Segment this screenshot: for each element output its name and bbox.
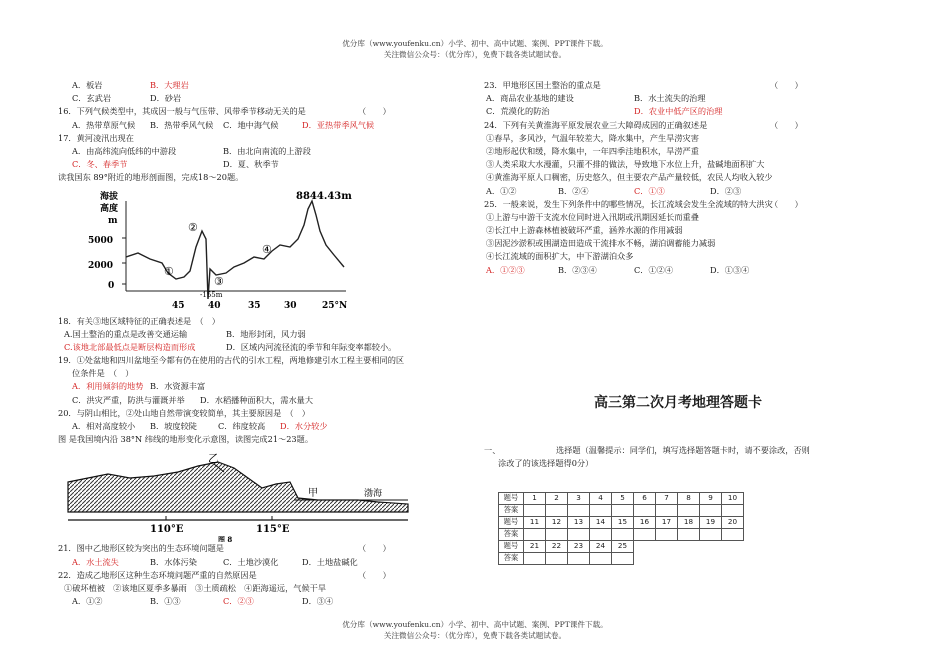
answer-cell[interactable] <box>722 529 744 541</box>
qnum-cell: 16 <box>634 517 656 529</box>
item-text: ②长江中上游森林植被破坏严重，涵养水源的作用减弱 <box>486 225 683 236</box>
fig2-caption <box>58 433 448 446</box>
right-column <box>484 79 904 277</box>
section-number: 一、 <box>484 445 501 455</box>
region-jia-label: 甲 <box>308 488 318 500</box>
footer-banner <box>0 619 950 641</box>
table-row <box>499 529 744 541</box>
qnum-cell: 10 <box>722 493 744 505</box>
answer-cell[interactable] <box>568 553 590 565</box>
option-c: C.该地北部最低点是断层构造而形成 <box>64 341 196 352</box>
q21-stem <box>58 542 448 555</box>
header-banner <box>0 38 950 60</box>
option-d: D．③④ <box>302 596 334 607</box>
lon-110-label: 110°E <box>150 524 184 536</box>
q-label: 题号 <box>499 517 524 529</box>
a-label: 答案 <box>499 505 524 517</box>
q19-options-row1 <box>58 380 448 393</box>
q19-stem-1 <box>58 354 448 367</box>
q20-options <box>58 420 448 433</box>
xtick-45: 45 <box>172 300 185 311</box>
qnum-cell: 23 <box>568 541 590 553</box>
answer-paren: （ ） <box>358 106 391 117</box>
q17-options-row1 <box>58 145 448 158</box>
answer-paren: （ ） <box>358 569 391 580</box>
option-c: C．纬度较高 <box>218 421 266 431</box>
q24-item-3 <box>484 158 904 171</box>
q22-stem <box>58 569 448 582</box>
qnum-cell: 4 <box>590 493 612 505</box>
answer-cell[interactable] <box>678 529 700 541</box>
ylabel-1: 海拔 <box>100 191 119 202</box>
q23-options-row2 <box>484 105 904 118</box>
answer-cell[interactable] <box>612 529 634 541</box>
ylabel-2: 高度 <box>100 203 119 214</box>
answer-cell[interactable] <box>722 505 744 517</box>
answer-cell[interactable] <box>524 505 546 517</box>
table-row <box>499 505 744 517</box>
qnum-cell: 8 <box>678 493 700 505</box>
option-d: D．亚热带季风气候 <box>302 119 375 130</box>
option-a: A．热带草原气候 <box>72 119 136 130</box>
qnum-cell: 11 <box>524 517 546 529</box>
peak-label: 8844.43m <box>296 190 352 202</box>
option-b: B．热带季风气候 <box>150 119 214 130</box>
option-a: A．相对高度较小 <box>72 421 136 431</box>
option-d: D．水稻播种面积大，需水量大 <box>200 394 314 405</box>
option-d: D．水分较少 <box>280 421 328 431</box>
section-text-2: 涂改了的该选择题得0分） <box>498 458 594 468</box>
question-text: 20．与阴山相比，②处山地自然带演变较简单，其主要原因是 （ ） <box>58 407 310 418</box>
qnum-cell: 5 <box>612 493 634 505</box>
region-yi-label: 乙 <box>208 452 219 466</box>
latitude-profile-svg <box>58 448 418 542</box>
q25-item-4 <box>484 250 904 263</box>
answer-card-table <box>498 492 744 565</box>
q24-item-4 <box>484 171 904 184</box>
q20-stem <box>58 407 448 420</box>
answer-cell[interactable] <box>634 529 656 541</box>
answer-cell[interactable] <box>546 529 568 541</box>
answer-card-title: 高三第二次月考地理答题卡 <box>594 395 762 411</box>
option-a: A．由高纬流向低纬的中游段 <box>72 145 177 156</box>
option-c: C．冬、春季节 <box>72 159 128 170</box>
qnum-cell: 19 <box>700 517 722 529</box>
option-a: A．①② <box>72 596 103 607</box>
q24-item-1 <box>484 132 904 145</box>
option-d: D．②③ <box>710 185 742 196</box>
answer-cell[interactable] <box>612 553 634 565</box>
section-text-1: 选择题（温馨提示：同学们，填写选择题答题卡时，请不要涂改，否则 <box>556 445 810 455</box>
option-b: B．地形封闭，风力弱 <box>226 328 306 339</box>
q18-options-row2 <box>58 341 448 354</box>
q25-item-1 <box>484 211 904 224</box>
option-b: B．②④ <box>558 185 589 196</box>
table-row <box>499 553 744 565</box>
question-text: 21．图中乙地形区较为突出的生态环境问题是 <box>58 543 224 554</box>
qnum-cell: 1 <box>524 493 546 505</box>
latitude-38n-profile-figure <box>58 448 448 542</box>
bohai-label: 渤海 <box>364 489 383 500</box>
question-text: 18．有关③地区域特征的正确表述是 （ ） <box>58 315 220 326</box>
q19-options-row2 <box>58 394 448 407</box>
q21-options <box>58 556 448 569</box>
q16-options <box>58 119 448 132</box>
answer-cell[interactable] <box>612 505 634 517</box>
ylabel-3: m <box>108 215 118 226</box>
qnum-cell: 22 <box>546 541 568 553</box>
answer-cell[interactable] <box>568 529 590 541</box>
answer-cell[interactable] <box>700 529 722 541</box>
table-row <box>499 493 744 505</box>
ytick-5000: 5000 <box>88 235 114 246</box>
option-c: C．土地沙漠化 <box>223 556 279 567</box>
option-a: A．①②③ <box>486 264 525 275</box>
option-b: B．由北向南流的上游段 <box>223 145 311 156</box>
qnum-cell: 2 <box>546 493 568 505</box>
xtick-35: 35 <box>248 300 261 311</box>
item-text: ③因泥沙淤积或围湖造田造成干流排水不畅，湖泊调蓄能力减弱 <box>486 238 716 249</box>
option-c: C．②③ <box>223 596 254 607</box>
q24-item-2 <box>484 145 904 158</box>
answer-cell[interactable] <box>568 505 590 517</box>
option-b: B．水土流失的治理 <box>634 93 706 104</box>
option-d: D．区域内河流径流的季节和年际变率都较小。 <box>226 341 397 352</box>
answer-cell[interactable] <box>656 529 678 541</box>
q19-stem-2 <box>58 367 448 380</box>
option-a: A．商品农业基地的建设 <box>486 93 574 104</box>
option-b: B．②③④ <box>558 264 597 275</box>
q15-options-row2 <box>58 92 448 105</box>
question-text: 23．甲地形区国土整治的重点是 <box>484 80 601 90</box>
qnum-cell: 25 <box>612 541 634 553</box>
answer-cell[interactable] <box>678 505 700 517</box>
a-label: 答案 <box>499 553 524 565</box>
option-a: A．利用倾斜的地势 <box>72 381 144 392</box>
answer-cell[interactable] <box>700 505 722 517</box>
qnum-cell: 7 <box>656 493 678 505</box>
q17-options-row2 <box>58 158 448 171</box>
q16-stem <box>58 105 448 118</box>
low-label: -155m <box>200 290 223 299</box>
answer-paren: （ ） <box>770 80 803 90</box>
qnum-cell: 18 <box>678 517 700 529</box>
terrain-profile-svg <box>58 187 378 315</box>
question-text: 24．下列有关黄淮海平原发展农业三大障碍成因的正确叙述是 <box>484 119 708 130</box>
q22-options <box>58 595 448 608</box>
qnum-cell: 12 <box>546 517 568 529</box>
option-a: A．板岩 <box>72 80 103 90</box>
answer-cell[interactable] <box>656 505 678 517</box>
question-text: 22．造成乙地形区这种生态环境问题严重的自然原因是 <box>58 569 257 580</box>
option-a: A．①② <box>486 185 517 196</box>
fig1-caption <box>58 171 448 184</box>
banner-line-1: 优分库（www.youfenku.cn）小学、初中、高中试题、案例、PPT课件下载。 <box>342 620 608 629</box>
answer-cell[interactable] <box>546 553 568 565</box>
lon-115-label: 115°E <box>256 524 290 536</box>
option-d: D．农业中低产区的治理 <box>634 106 723 117</box>
option-a: A.国土整治的重点是改善交通运输 <box>64 328 188 339</box>
option-b: B．水体污染 <box>150 556 197 567</box>
option-d: D．砂岩 <box>150 93 182 104</box>
ytick-0: 0 <box>108 280 115 291</box>
answer-cell[interactable] <box>524 529 546 541</box>
option-c: C．玄武岩 <box>72 93 112 104</box>
item-list: ①破坏植被 ②该地区夏季多暴雨 ③土质疏松 ④距海遥远，气候干旱 <box>64 582 327 593</box>
terrain-cross-section <box>68 462 408 512</box>
xtick-40: 40 <box>208 300 221 311</box>
qnum-cell: 13 <box>568 517 590 529</box>
item-text: ③人类采取大水漫灌，只灌不排的做法，导致地下水位上升，盐碱地面积扩大 <box>486 159 765 170</box>
q23-options-row1 <box>484 92 904 105</box>
qnum-cell: 21 <box>524 541 546 553</box>
answer-cell[interactable] <box>590 505 612 517</box>
option-c: C．洪灾严重，防洪与灌溉并举 <box>72 394 185 405</box>
terrain-profile-line <box>126 201 344 299</box>
option-d: D．土地盐碱化 <box>302 556 358 567</box>
qnum-cell: 20 <box>722 517 744 529</box>
item-text: ④长江流域的面积扩大，中下游湖泊众多 <box>486 251 634 262</box>
q17-stem <box>58 132 448 145</box>
qnum-cell: 9 <box>700 493 722 505</box>
banner-line-2: 关注微信公众号：（优分库），免费下载各类试题试卷。 <box>383 631 567 640</box>
q25-item-2 <box>484 224 904 237</box>
xtick-25n: 25°N <box>322 300 348 311</box>
option-a: A．水土流失 <box>72 556 119 567</box>
option-c: C．①③ <box>634 185 665 196</box>
q25-stem <box>484 198 904 211</box>
q25-options <box>484 264 904 277</box>
banner-line-1: 优分库（www.youfenku.cn）小学、初中、高中试题、案例、PPT课件下载。 <box>342 39 608 48</box>
option-c: C．①②④ <box>634 264 674 275</box>
question-text: 位条件是 （ ） <box>72 368 134 379</box>
mark-4: ④ <box>262 242 272 256</box>
option-c: C．荒漠化的防治 <box>486 106 550 117</box>
qnum-cell: 24 <box>590 541 612 553</box>
answer-cell[interactable] <box>546 505 568 517</box>
figure-8-label: 图 8 <box>218 535 233 543</box>
caption-text: 读我国东 89°附近的地形剖面图，完成18～20题。 <box>58 172 244 183</box>
question-text: 16．下列气候类型中，其成因一般与气压带、风带季节移动无关的是 <box>58 106 306 117</box>
left-column <box>58 79 448 608</box>
item-text: ②地形起伏和缓，降水集中，一年四季洼地积水，旱涝严重 <box>486 145 699 156</box>
terrain-profile-figure <box>58 187 448 315</box>
q-label: 题号 <box>499 541 524 553</box>
question-text: 25．一般来说，发生下列条件中的哪些情况，长江流域会发生全流域的特大洪灾 <box>484 198 773 209</box>
qnum-cell: 15 <box>612 517 634 529</box>
q-label: 题号 <box>499 493 524 505</box>
table-row <box>499 541 744 553</box>
option-b: B．①③ <box>150 596 181 607</box>
xtick-30: 30 <box>284 300 297 311</box>
option-d: D．①③④ <box>710 264 750 275</box>
mark-3: ③ <box>214 274 224 288</box>
option-b: B．坡度较陡 <box>150 421 197 431</box>
q18-stem <box>58 315 448 328</box>
answer-cell[interactable] <box>590 529 612 541</box>
item-text: ④黄淮海平原人口稠密，历史悠久，但主要农产品产量较低，农民人均收入较少 <box>486 172 773 183</box>
section-instructions <box>484 444 824 470</box>
answer-cell[interactable] <box>634 505 656 517</box>
question-text: 19．①处盆地和四川盆地至今都有仍在使用的古代的引水工程，两地修建引水工程主要相同的区 <box>58 355 405 366</box>
option-c: C．地中海气候 <box>223 119 279 130</box>
answer-paren: （ ） <box>770 119 803 130</box>
ytick-2000: 2000 <box>88 260 114 271</box>
q18-options-row1 <box>58 328 448 341</box>
q25-item-3 <box>484 237 904 250</box>
banner-line-2: 关注微信公众号：（优分库），免费下载各类试题试卷。 <box>383 50 567 59</box>
qnum-cell: 17 <box>656 517 678 529</box>
q15-options-row1 <box>58 79 448 92</box>
answer-paren: （ ） <box>770 198 803 209</box>
answer-cell[interactable] <box>590 553 612 565</box>
q23-stem <box>484 79 904 92</box>
qnum-cell: 14 <box>590 517 612 529</box>
mark-1: ① <box>164 264 174 278</box>
option-b: B．大理岩 <box>150 80 189 90</box>
qnum-cell: 3 <box>568 493 590 505</box>
a-label: 答案 <box>499 529 524 541</box>
item-text: ①春旱，多风沙，气温年较差大，降水集中，产生旱涝灾害 <box>486 132 699 143</box>
q24-stem <box>484 119 904 132</box>
answer-paren: （ ） <box>358 543 391 554</box>
table-row <box>499 517 744 529</box>
option-b: B．水资源丰富 <box>150 381 206 392</box>
qnum-cell: 6 <box>634 493 656 505</box>
item-text: ①上游与中游干支流水位同时进入汛期或汛期因延长而重叠 <box>486 211 699 222</box>
q22-items <box>58 582 448 595</box>
q24-options <box>484 185 904 198</box>
caption-text: 图 是我国境内沿 38°N 纬线的地形变化示意图，读图完成21～23题。 <box>58 434 314 445</box>
option-d: D．夏、秋季节 <box>223 159 279 170</box>
answer-cell[interactable] <box>524 553 546 565</box>
question-text: 17．黄河凌汛出现在 <box>58 132 134 143</box>
mark-2: ② <box>188 220 198 234</box>
